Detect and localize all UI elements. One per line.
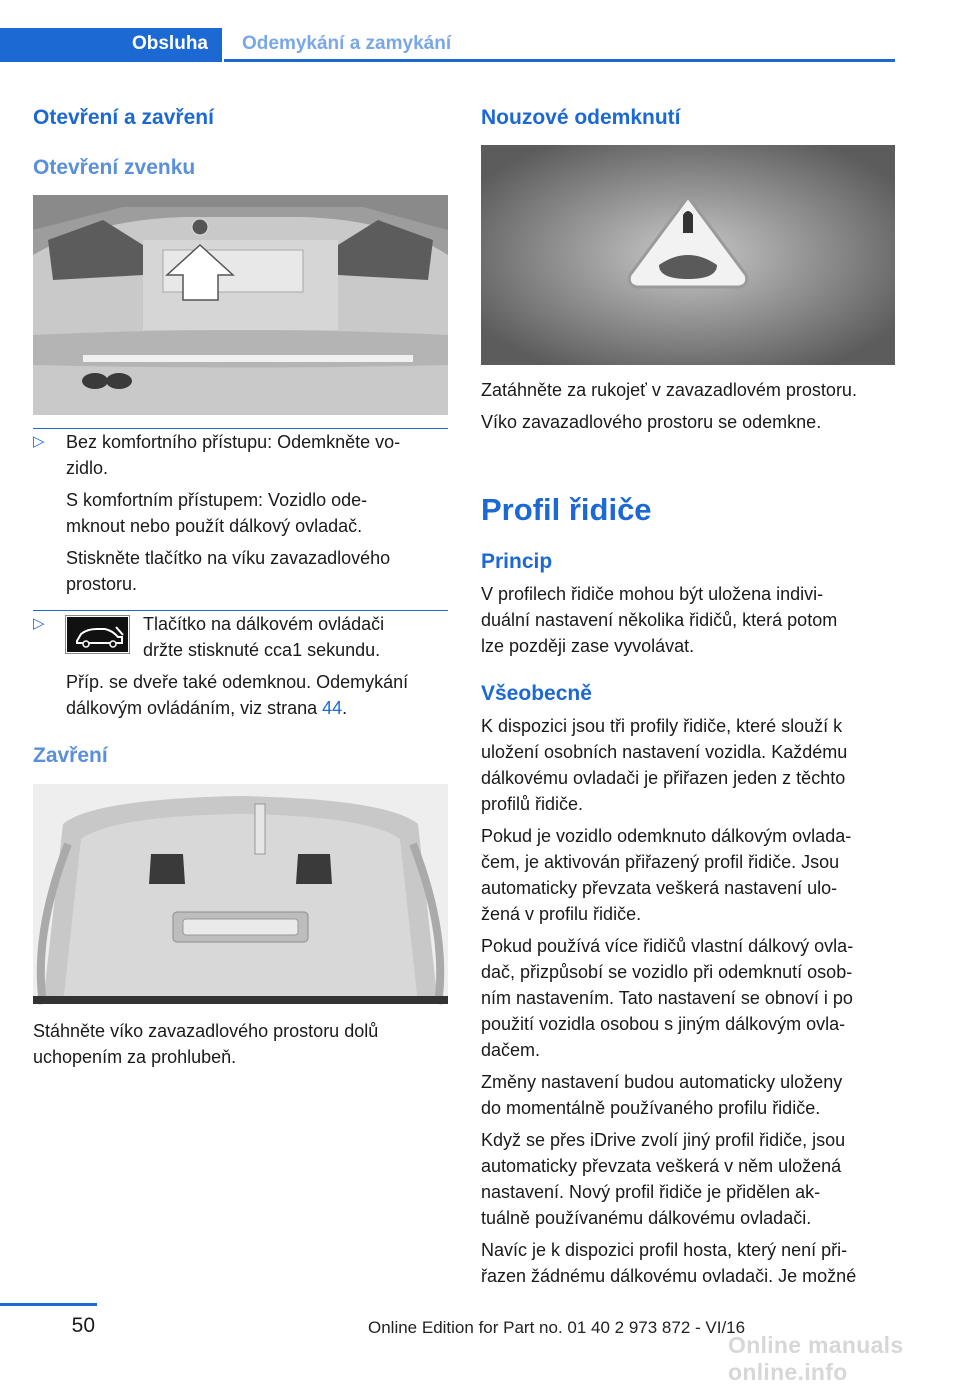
general-line: profilů řidiče. bbox=[481, 794, 584, 814]
tab-obsluha[interactable]: Obsluha bbox=[0, 28, 222, 62]
bullet-triangle-icon: ▷ bbox=[33, 615, 45, 632]
general-line: čem, je aktivován přiřazený profil řidiče. Jsou bbox=[481, 852, 840, 872]
general-line: Změny nastavení budou automaticky uloženy bbox=[481, 1072, 843, 1092]
emergency-release-image bbox=[481, 145, 895, 365]
general-line: Pokud používá více řidičů vlastní dálkový ovla- bbox=[481, 936, 854, 956]
general-line: dačem. bbox=[481, 1040, 541, 1060]
header-underline bbox=[224, 59, 895, 62]
bullet1-line2: zidlo. bbox=[66, 458, 109, 478]
bullet2-line2: držte stisknuté cca1 sekundu. bbox=[143, 640, 381, 660]
subheading-close: Zavření bbox=[33, 744, 108, 767]
emergency-p2: Víko zavazadlového prostoru se odemkne. bbox=[481, 412, 822, 432]
remote-trunk-icon bbox=[66, 616, 129, 653]
general-line: automaticky převzata veškerá nastavení ulo- bbox=[481, 878, 838, 898]
heading-open-close: Otevření a zavření bbox=[33, 106, 214, 129]
general-line: ním nastavením. Tato nastavení se obnoví i po bbox=[481, 988, 853, 1008]
principle-line: V profilech řidiče mohou být uložena indivi- bbox=[481, 584, 824, 604]
heading-general: Všeobecně bbox=[481, 682, 592, 705]
tab-section[interactable]: Odemykání a zamykání bbox=[242, 33, 452, 54]
bullet2-p2-line1: Příp. se dveře také odemknou. Odemykání bbox=[66, 672, 409, 692]
general-line: žená v profilu řidiče. bbox=[481, 904, 642, 924]
close-line1: Stáhněte víko zavazadlového prostoru dolů bbox=[33, 1021, 379, 1041]
general-line: Navíc je k dispozici profil hosta, který není při- bbox=[481, 1240, 848, 1260]
principle-line: lze později zase vyvolávat. bbox=[481, 636, 695, 656]
subheading-open-outside: Otevření zvenku bbox=[33, 156, 196, 179]
emergency-p1: Zatáhněte za rukojeť v zavazadlovém prostoru. bbox=[481, 380, 857, 400]
general-line: nastavení. Nový profil řidiče je přidělen ak- bbox=[481, 1182, 821, 1202]
bullet1-p2-line1: S komfortním přístupem: Vozidlo ode- bbox=[66, 490, 368, 510]
general-line: použití vozidla osobou s jiným dálkovým ovla- bbox=[481, 1014, 846, 1034]
bullet1-p3-line1: Stiskněte tlačítko na víku zavazadlového bbox=[66, 548, 391, 568]
bullet1-line1: Bez komfortního přístupu: Odemkněte vo- bbox=[66, 432, 401, 452]
general-line: tuálně používanému dálkovému ovladači. bbox=[481, 1208, 812, 1228]
bullet2-line1: Tlačítko na dálkovém ovládači bbox=[143, 614, 385, 634]
bullet2-p2-line2: dálkovým ovládáním, viz strana 44. bbox=[66, 698, 348, 718]
general-line: Pokud je vozidlo odemknuto dálkovým ovlada- bbox=[481, 826, 852, 846]
heading-driver-profile: Profil řidiče bbox=[481, 492, 652, 527]
general-line: dač, přizpůsobí se vozidlo při odemknutí osob- bbox=[481, 962, 853, 982]
bullet1-p2-line2: mknout nebo použít dálkový ovladač. bbox=[66, 516, 363, 536]
general-line: Když se přes iDrive zvolí jiný profil řidiče, jsou bbox=[481, 1130, 846, 1150]
page-link-44[interactable]: 44 bbox=[322, 698, 343, 718]
principle-line: duální nastavení několika řidičů, která potom bbox=[481, 610, 838, 630]
general-line: automaticky převzata veškerá v něm uložená bbox=[481, 1156, 842, 1176]
general-line: řazen žádnému dálkovému ovladači. Je možné bbox=[481, 1266, 857, 1286]
trunk-lid-image bbox=[33, 784, 448, 1004]
general-line: dálkovému ovladači je přiřazen jeden z těchto bbox=[481, 768, 846, 788]
watermark: Online manuals online.info bbox=[728, 1332, 904, 1385]
edition-text: Online Edition for Part no. 01 40 2 973 872 - VI/16 bbox=[368, 1318, 746, 1337]
header-tabbar bbox=[0, 28, 895, 62]
general-line: uložení osobních nastavení vozidla. Každému bbox=[481, 742, 848, 762]
heading-emergency: Nouzové odemknutí bbox=[481, 106, 681, 129]
bullet1-p3-line2: prostoru. bbox=[66, 574, 138, 594]
close-line2: uchopením za prohlubeň. bbox=[33, 1047, 237, 1067]
page-number: 50 bbox=[71, 1314, 95, 1337]
footer-accent-line bbox=[0, 1303, 97, 1306]
general-line: K dispozici jsou tři profily řidiče, které slouží k bbox=[481, 716, 843, 736]
general-line: do momentálně používaného profilu řidiče. bbox=[481, 1098, 821, 1118]
car-rear-image bbox=[33, 195, 448, 415]
heading-principle: Princip bbox=[481, 550, 553, 573]
bullet-triangle-icon: ▷ bbox=[33, 433, 45, 450]
